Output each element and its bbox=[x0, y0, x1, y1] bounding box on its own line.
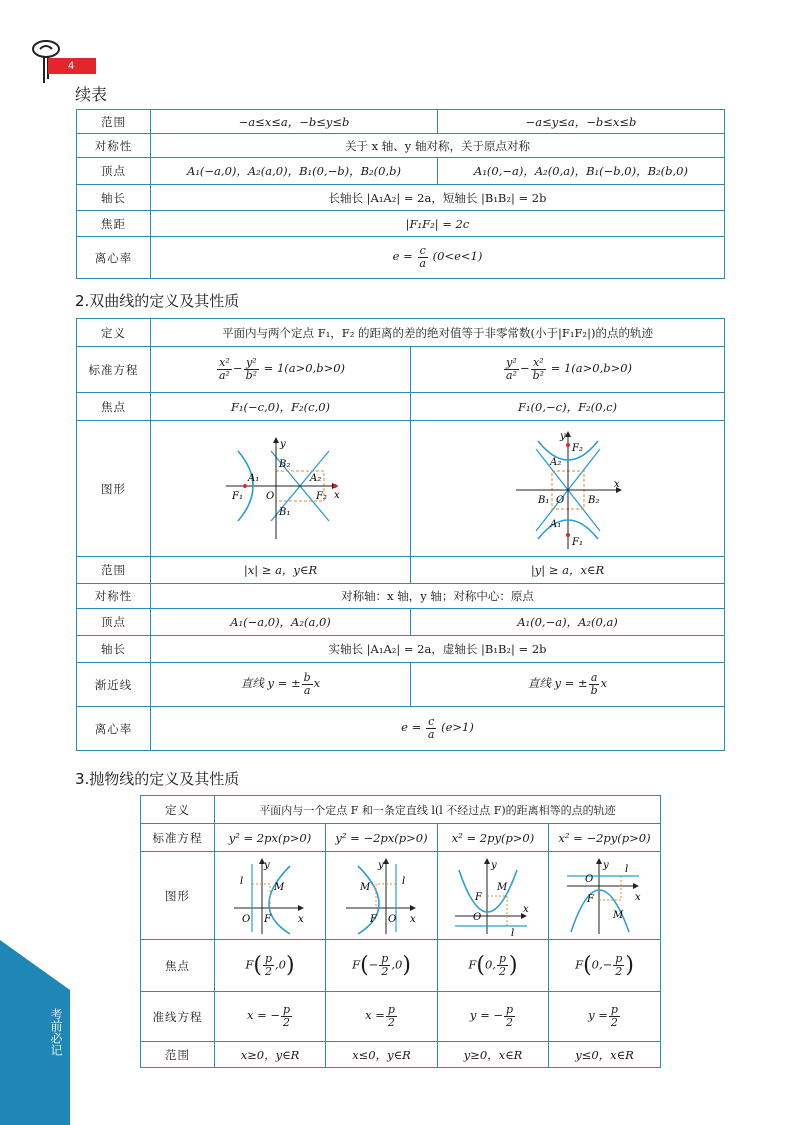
directrix-prefix: y = bbox=[588, 1008, 608, 1023]
paren-close: ) bbox=[286, 953, 295, 978]
axis-label-x: x bbox=[409, 913, 416, 925]
focus-lead: 0, bbox=[484, 957, 496, 972]
row-label: 定义 bbox=[141, 796, 215, 824]
point-label: B₂ bbox=[587, 494, 599, 506]
focus-tail: ,0 bbox=[275, 957, 286, 972]
cell-directrix bbox=[326, 992, 438, 1042]
point-label: B₁ bbox=[537, 494, 549, 506]
cell-graph bbox=[215, 852, 326, 940]
cell-directrix bbox=[549, 992, 661, 1042]
directrix-prefix: x = − bbox=[246, 1008, 281, 1023]
focus-label: F bbox=[475, 891, 482, 903]
table-row bbox=[77, 584, 725, 609]
table-row bbox=[77, 211, 725, 237]
cell-range: x≤0，y∈R bbox=[326, 1042, 438, 1068]
point-label: M bbox=[274, 881, 285, 893]
directrix-label: l bbox=[401, 875, 405, 887]
table-row bbox=[141, 796, 661, 824]
point-label: F₂ bbox=[571, 442, 583, 454]
ecc-prefix: e = bbox=[392, 249, 413, 264]
row-label: 范围 bbox=[77, 557, 151, 584]
asymptote-suffix: x bbox=[313, 676, 321, 691]
fraction: $\frac{b}{a}$ bbox=[303, 671, 311, 697]
axis-label-x: x bbox=[523, 903, 529, 915]
point-label: A₂ bbox=[309, 472, 321, 484]
table-row bbox=[77, 237, 725, 279]
point-label: F₁ bbox=[571, 536, 583, 548]
origin-label: O bbox=[387, 913, 396, 925]
asymptote-suffix: x bbox=[600, 676, 608, 691]
table-row bbox=[141, 940, 661, 992]
row-label: 顶点 bbox=[77, 158, 151, 185]
focus-prefix: F bbox=[245, 957, 254, 972]
cell-std-eq: y² = 2px(p>0) bbox=[215, 824, 326, 852]
focus-label: F bbox=[264, 913, 271, 925]
fraction: $\frac{a}{b}$ bbox=[590, 671, 598, 697]
cell-definition: 平面内与一个定点 F 和一条定直线 l(l 不经过点 F)的距离相等的点的轨迹 bbox=[215, 796, 661, 824]
fraction: $\frac{c}{a}$ bbox=[427, 715, 435, 741]
cell-focal-distance: |F₁F₂| = 2c bbox=[151, 211, 725, 237]
cell-vertex-a: A₁(−a,0)，A₂(a,0)，B₁(0,−b)，B₂(0,b) bbox=[151, 158, 438, 185]
continued-label: 续表 bbox=[75, 85, 108, 104]
table-row bbox=[141, 1042, 661, 1068]
cell-graph bbox=[326, 852, 438, 940]
point-label: B₁ bbox=[278, 506, 290, 518]
origin-label: O bbox=[265, 490, 274, 502]
asymptote-prefix: 直线 y = ± bbox=[527, 676, 588, 691]
origin-label: O bbox=[473, 911, 482, 923]
row-label: 轴长 bbox=[77, 636, 151, 663]
cell-std-eq: x² = −2py(p>0) bbox=[549, 824, 661, 852]
row-label: 范围 bbox=[77, 110, 151, 134]
point-label: M bbox=[359, 881, 370, 893]
ecc-suffix: (0<e<1) bbox=[432, 249, 483, 264]
origin-label: O bbox=[555, 494, 564, 506]
cell-range-a: −a≤x≤a，−b≤y≤b bbox=[151, 110, 438, 134]
table-row bbox=[141, 824, 661, 852]
origin-label: O bbox=[584, 873, 593, 885]
row-label: 顶点 bbox=[77, 609, 151, 636]
row-label: 标准方程 bbox=[141, 824, 215, 852]
table-row bbox=[141, 992, 661, 1042]
fraction: $\frac{p}{2}$ bbox=[615, 952, 623, 978]
parabola-down-graph bbox=[563, 856, 647, 936]
hyperbola-section-title: 2.双曲线的定义及其性质 bbox=[75, 292, 240, 310]
paren-open: ( bbox=[583, 953, 592, 978]
cell-directrix bbox=[215, 992, 326, 1042]
focus-sign: − bbox=[602, 957, 613, 972]
point-label: B₂ bbox=[278, 458, 290, 470]
table-row bbox=[77, 421, 725, 557]
cell-vertex-a: A₁(−a,0)，A₂(a,0) bbox=[151, 609, 411, 636]
cell-vertex-b: A₁(0,−a)，A₂(0,a) bbox=[411, 609, 725, 636]
equation-rest: = 1(a>0,b>0) bbox=[263, 361, 346, 376]
cell-std-eq: x² = 2py(p>0) bbox=[438, 824, 549, 852]
focus-tail: ,0 bbox=[391, 957, 403, 972]
table-row bbox=[77, 134, 725, 158]
sidebar-label: 考前必记 bbox=[49, 1008, 63, 1056]
table-row bbox=[77, 158, 725, 185]
axis-label-x: x bbox=[298, 913, 304, 925]
focus-prefix: F bbox=[468, 957, 477, 972]
cell-focus bbox=[438, 940, 549, 992]
hyperbola-horizontal-graph bbox=[216, 433, 346, 545]
cell-std-eq: y² = −2px(p>0) bbox=[326, 824, 438, 852]
focus-lead: 0, bbox=[591, 957, 603, 972]
axis-label-x: x bbox=[613, 478, 620, 490]
parabola-left-graph bbox=[342, 856, 422, 936]
cell-focus-a: F₁(−c,0)，F₂(c,0) bbox=[151, 393, 411, 421]
cell-std-eq-a: $\frac{\text{x²}}{\text{a²}}$ − $\frac{\text{y²}}{\text{b²}}$ = 1(a>0,b>0) bbox=[151, 347, 411, 393]
cell-graph-b bbox=[411, 421, 725, 557]
row-label: 对称性 bbox=[77, 584, 151, 609]
row-label: 准线方程 bbox=[141, 992, 215, 1042]
directrix-prefix: y = − bbox=[469, 1008, 504, 1023]
cell-focus bbox=[215, 940, 326, 992]
cell-eccentricity bbox=[151, 237, 725, 279]
fraction: $\frac{\text{y²}}{\text{b²}}$ bbox=[245, 356, 258, 382]
table-row bbox=[77, 609, 725, 636]
fraction: $\frac{p}{2}$ bbox=[610, 1003, 618, 1029]
paren-close: ) bbox=[625, 953, 634, 978]
row-label: 焦距 bbox=[77, 211, 151, 237]
focus-prefix: F bbox=[575, 957, 584, 972]
cell-range-b: |y| ≥ a，x∈R bbox=[411, 557, 725, 584]
focus-label: F bbox=[369, 913, 377, 925]
axis-label-y: y bbox=[264, 859, 270, 871]
cell-asymptote-b bbox=[411, 663, 725, 707]
parabola-section-title: 3.抛物线的定义及其性质 bbox=[75, 770, 240, 788]
point-label: F₂ bbox=[315, 490, 327, 502]
table-row bbox=[77, 347, 725, 393]
equation-rest: = 1(a>0,b>0) bbox=[550, 361, 633, 376]
point-label: A₁ bbox=[549, 518, 561, 530]
point-label: M bbox=[612, 909, 623, 921]
point-label: A₁ bbox=[247, 472, 259, 484]
row-label: 定义 bbox=[77, 319, 151, 347]
cell-range-b: −a≤y≤a，−b≤x≤b bbox=[438, 110, 725, 134]
asymptote-prefix: 直线 y = ± bbox=[240, 676, 301, 691]
cell-definition: 平面内与两个定点 F₁，F₂ 的距离的差的绝对值等于非零常数(小于|F₁F₂|)的点的轨迹 bbox=[151, 319, 725, 347]
fraction: $\frac{c}{a}$ bbox=[419, 244, 426, 270]
cell-asymptote-a bbox=[151, 663, 411, 707]
hyperbola-table bbox=[76, 318, 725, 751]
cell-focus-b: F₁(0,−c)，F₂(0,c) bbox=[411, 393, 725, 421]
point-label: M bbox=[497, 881, 508, 893]
paren-open: ( bbox=[476, 953, 485, 978]
axis-label-x: x bbox=[333, 489, 340, 501]
ecc-prefix: e = bbox=[401, 720, 422, 735]
table-row bbox=[77, 319, 725, 347]
ecc-suffix: (e>1) bbox=[441, 720, 474, 735]
ellipse-table bbox=[76, 109, 725, 279]
table-row bbox=[77, 185, 725, 211]
table-row bbox=[77, 393, 725, 421]
focus-sign: − bbox=[368, 957, 379, 972]
paren-open: ( bbox=[253, 953, 262, 978]
cell-graph bbox=[549, 852, 661, 940]
row-label: 图形 bbox=[77, 421, 151, 557]
fraction: $\frac{\text{x²}}{\text{b²}}$ bbox=[532, 356, 545, 382]
point-label: A₂ bbox=[549, 456, 561, 468]
point-label: F₁ bbox=[231, 490, 243, 502]
cell-range-a: |x| ≥ a，y∈R bbox=[151, 557, 411, 584]
axis-label-y: y bbox=[279, 438, 286, 450]
page-number: 4 bbox=[48, 58, 96, 74]
table-row bbox=[77, 663, 725, 707]
cell-range: y≤0，x∈R bbox=[549, 1042, 661, 1068]
table-row bbox=[141, 852, 661, 940]
fraction: $\frac{\text{x²}}{\text{a²}}$ bbox=[218, 356, 230, 382]
directrix-label: l bbox=[624, 863, 628, 875]
row-label: 对称性 bbox=[77, 134, 151, 158]
row-label: 离心率 bbox=[77, 237, 151, 279]
cell-graph bbox=[438, 852, 549, 940]
directrix-prefix: x = bbox=[365, 1008, 385, 1023]
cell-std-eq-b: $\frac{\text{y²}}{\text{a²}}$ − $\frac{\text{x²}}{\text{b²}}$ = 1(a>0,b>0) bbox=[411, 347, 725, 393]
cell-directrix bbox=[438, 992, 549, 1042]
fraction: $\frac{\text{y²}}{\text{a²}}$ bbox=[505, 356, 517, 382]
paren-open: ( bbox=[360, 953, 369, 978]
axis-label-y: y bbox=[491, 859, 497, 871]
focus-prefix: F bbox=[352, 957, 361, 972]
parabola-right-graph bbox=[230, 856, 310, 936]
row-label: 标准方程 bbox=[77, 347, 151, 393]
fraction: $\frac{p}{2}$ bbox=[381, 952, 389, 978]
cell-symmetry: 对称轴：x 轴，y 轴；对称中心：原点 bbox=[151, 584, 725, 609]
cell-eccentricity bbox=[151, 707, 725, 751]
fraction: $\frac{p}{2}$ bbox=[283, 1003, 291, 1029]
cell-vertex-b: A₁(0,−a)，A₂(0,a)，B₁(−b,0)，B₂(b,0) bbox=[438, 158, 725, 185]
cell-range: x≥0，y∈R bbox=[215, 1042, 326, 1068]
cell-graph-a bbox=[151, 421, 411, 557]
cell-symmetry: 关于 x 轴、y 轴对称，关于原点对称 bbox=[151, 134, 725, 158]
cell-axis-length: 长轴长 |A₁A₂| = 2a，短轴长 |B₁B₂| = 2b bbox=[151, 185, 725, 211]
table-row bbox=[77, 636, 725, 663]
directrix-label: l bbox=[240, 875, 244, 887]
fraction: $\frac{p}{2}$ bbox=[498, 952, 506, 978]
row-label: 范围 bbox=[141, 1042, 215, 1068]
fraction: $\frac{p}{2}$ bbox=[506, 1003, 514, 1029]
row-label: 渐近线 bbox=[77, 663, 151, 707]
fraction: $\frac{p}{2}$ bbox=[264, 952, 273, 978]
table-row bbox=[77, 707, 725, 751]
row-label: 轴长 bbox=[77, 185, 151, 211]
parabola-table bbox=[140, 795, 661, 1068]
axis-label-y: y bbox=[377, 859, 384, 871]
row-label: 焦点 bbox=[141, 940, 215, 992]
axis-label-x: x bbox=[634, 891, 641, 903]
origin-label: O bbox=[242, 913, 251, 925]
axis-label-y: y bbox=[559, 430, 566, 442]
row-label: 离心率 bbox=[77, 707, 151, 751]
axis-label-y: y bbox=[602, 859, 609, 871]
table-row bbox=[77, 557, 725, 584]
focus-label: F bbox=[586, 893, 594, 905]
cell-focus bbox=[326, 940, 438, 992]
table-row bbox=[77, 110, 725, 134]
row-label: 焦点 bbox=[77, 393, 151, 421]
row-label: 图形 bbox=[141, 852, 215, 940]
cell-axis-length: 实轴长 |A₁A₂| = 2a，虚轴长 |B₁B₂| = 2b bbox=[151, 636, 725, 663]
cell-range: y≥0，x∈R bbox=[438, 1042, 549, 1068]
fraction: $\frac{p}{2}$ bbox=[387, 1003, 395, 1029]
directrix-label: l bbox=[511, 927, 515, 936]
cell-focus bbox=[549, 940, 661, 992]
paren-close: ) bbox=[509, 953, 518, 978]
parabola-up-graph bbox=[451, 856, 535, 936]
paren-close: ) bbox=[402, 953, 411, 978]
hyperbola-vertical-graph bbox=[508, 427, 628, 551]
